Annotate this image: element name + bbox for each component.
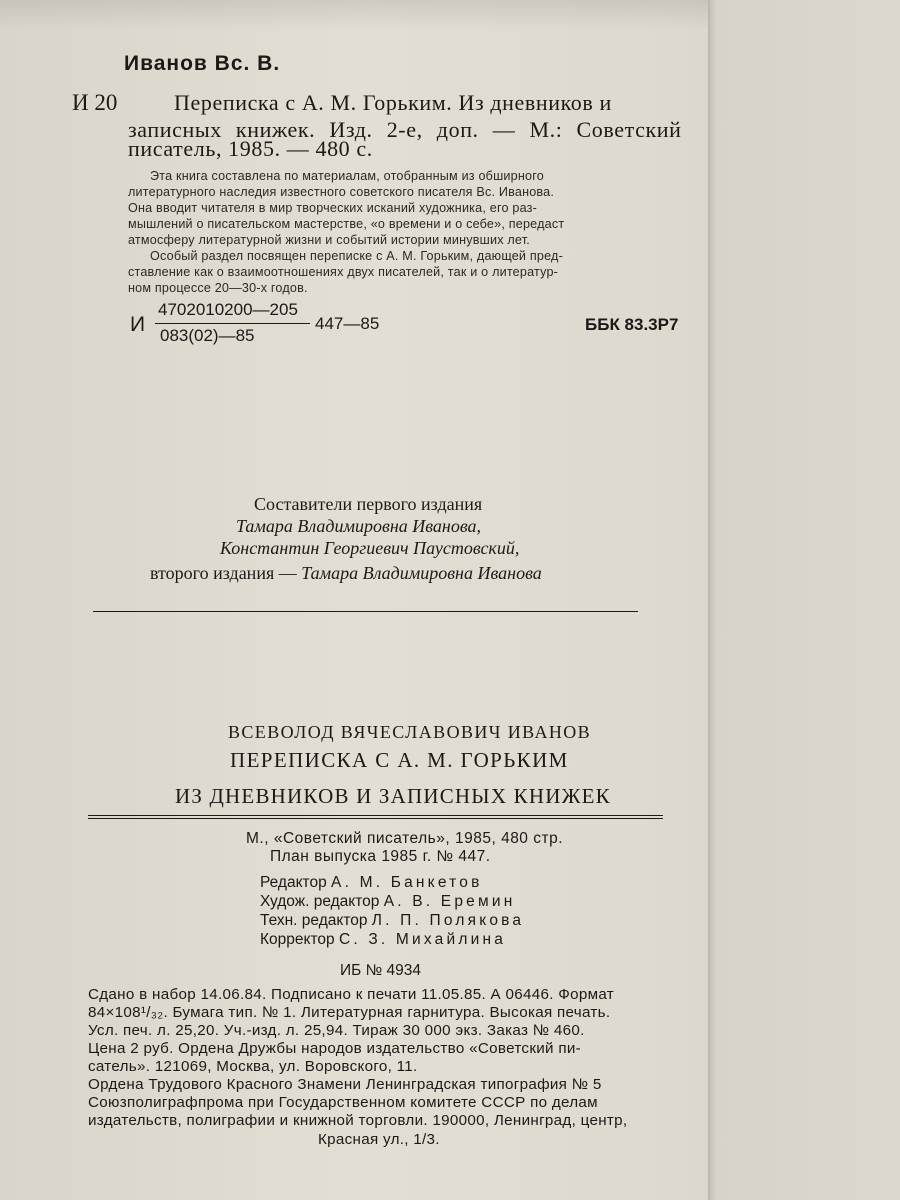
compilers-second-line (150, 563, 542, 584)
annotation-line-2: литературного наследия известного советского писателя Вс. Иванова. (128, 185, 555, 199)
fraction-rule (155, 323, 310, 324)
staff-art-editor (260, 893, 515, 911)
imprint-publisher-line: М., «Советский писатель», 1985, 480 стр. (246, 830, 564, 847)
tech-line-8: издательств, полиграфии и книжной торговли. 190000, Ленинград, центр, (88, 1112, 628, 1129)
staff-role: Худож. редактор (260, 893, 384, 910)
annotation-line-8: ном процессе 20—30-х годов. (128, 281, 308, 295)
catalog-line-2: записных книжек. Изд. 2-е, доп. — М.: Советский (128, 117, 682, 142)
staff-name: Л. П. Полякова (371, 912, 525, 929)
imprint-subtitle: ИЗ ДНЕВНИКОВ И ЗАПИСНЫХ КНИЖЕК (175, 784, 611, 808)
catalog-author: Иванов Вс. В. (124, 52, 281, 75)
tech-line-3: Усл. печ. л. 25,20. Уч.-изд. л. 25,94. Тираж 30 000 экз. Заказ № 460. (88, 1022, 585, 1039)
tech-line-2: 84×108¹/₃₂. Бумага тип. № 1. Литературная гарнитура. Высокая печать. (88, 1004, 611, 1021)
staff-role: Корректор (260, 931, 339, 948)
ib-number: ИБ № 4934 (340, 962, 422, 979)
staff-proofreader (260, 931, 506, 949)
annotation-line-4: мышлений о писательском мастерстве, «о времени и о себе», передаст (128, 217, 565, 231)
staff-name: А. В. Еремин (383, 893, 516, 910)
tech-line-4: Цена 2 руб. Ордена Дружбы народов издательство «Советский пи- (88, 1040, 582, 1057)
staff-name: С. З. Михайлина (338, 931, 507, 948)
section-divider (93, 611, 638, 612)
tech-line-1: Сдано в набор 14.06.84. Подписано к печати 11.05.85. А 06446. Формат (88, 986, 615, 1003)
compiler-second-name: Тамара Владимировна Иванова (301, 563, 542, 583)
catalog-index: И 20 (72, 90, 118, 115)
catalog-line-3: писатель, 1985. — 480 с. (128, 136, 373, 161)
annotation-line-3: Она вводит читателя в мир творческих исканий художника, его раз- (128, 201, 538, 215)
imprint-title: ПЕРЕПИСКА С А. М. ГОРЬКИМ (230, 748, 569, 772)
tech-line-7: Союзполиграфпрома при Государственном комитете СССР по делам (88, 1094, 598, 1111)
staff-role: Редактор (260, 874, 332, 891)
tech-line-5: сатель». 121069, Москва, ул. Воровского, 11. (88, 1058, 418, 1075)
classification-denominator: 083(02)—85 (160, 326, 255, 345)
catalog-line-1: Переписка с А. М. Горьким. Из дневников и (174, 90, 612, 115)
imprint-plan-line: План выпуска 1985 г. № 447. (270, 848, 491, 865)
tech-line-9: Красная ул., 1/3. (318, 1131, 440, 1148)
tech-line-6: Ордена Трудового Красного Знамени Ленинградская типография № 5 (88, 1076, 602, 1093)
compiler-name-1: Тамара Владимировна Иванова, (236, 516, 482, 536)
adjacent-page-edge (708, 0, 900, 1200)
classification-plan: 447—85 (315, 314, 380, 333)
annotation-line-6: Особый раздел посвящен переписке с А. М. Горьким, дающей пред- (150, 249, 563, 263)
imprint-author: ВСЕВОЛОД ВЯЧЕСЛАВОВИЧ ИВАНОВ (228, 722, 592, 742)
compilers-first-label: Составители первого издания (254, 494, 483, 514)
annotation-line-5: атмосферу литературной жизни и событий истории минувших лет. (128, 233, 530, 247)
imprint-double-rule-bottom (88, 818, 663, 819)
classification-numerator: 4702010200—205 (158, 300, 298, 319)
imprint-double-rule-top (88, 815, 663, 816)
staff-editor (260, 874, 483, 892)
compiler-name-2: Константин Георгиевич Паустовский, (220, 538, 520, 558)
annotation-line-7: ставление как о взаимоотношениях двух писателей, так и о литератур- (128, 265, 559, 279)
bbk-code: ББК 83.3Р7 (585, 315, 679, 334)
staff-role: Техн. редактор (260, 912, 372, 929)
staff-tech-editor (260, 912, 524, 930)
staff-name: А. М. Банкетов (331, 874, 483, 891)
compilers-second-label: второго издания — (150, 563, 302, 583)
classification-letter: И (130, 313, 146, 336)
annotation-line-1: Эта книга составлена по материалам, отобранным из обширного (150, 169, 544, 183)
